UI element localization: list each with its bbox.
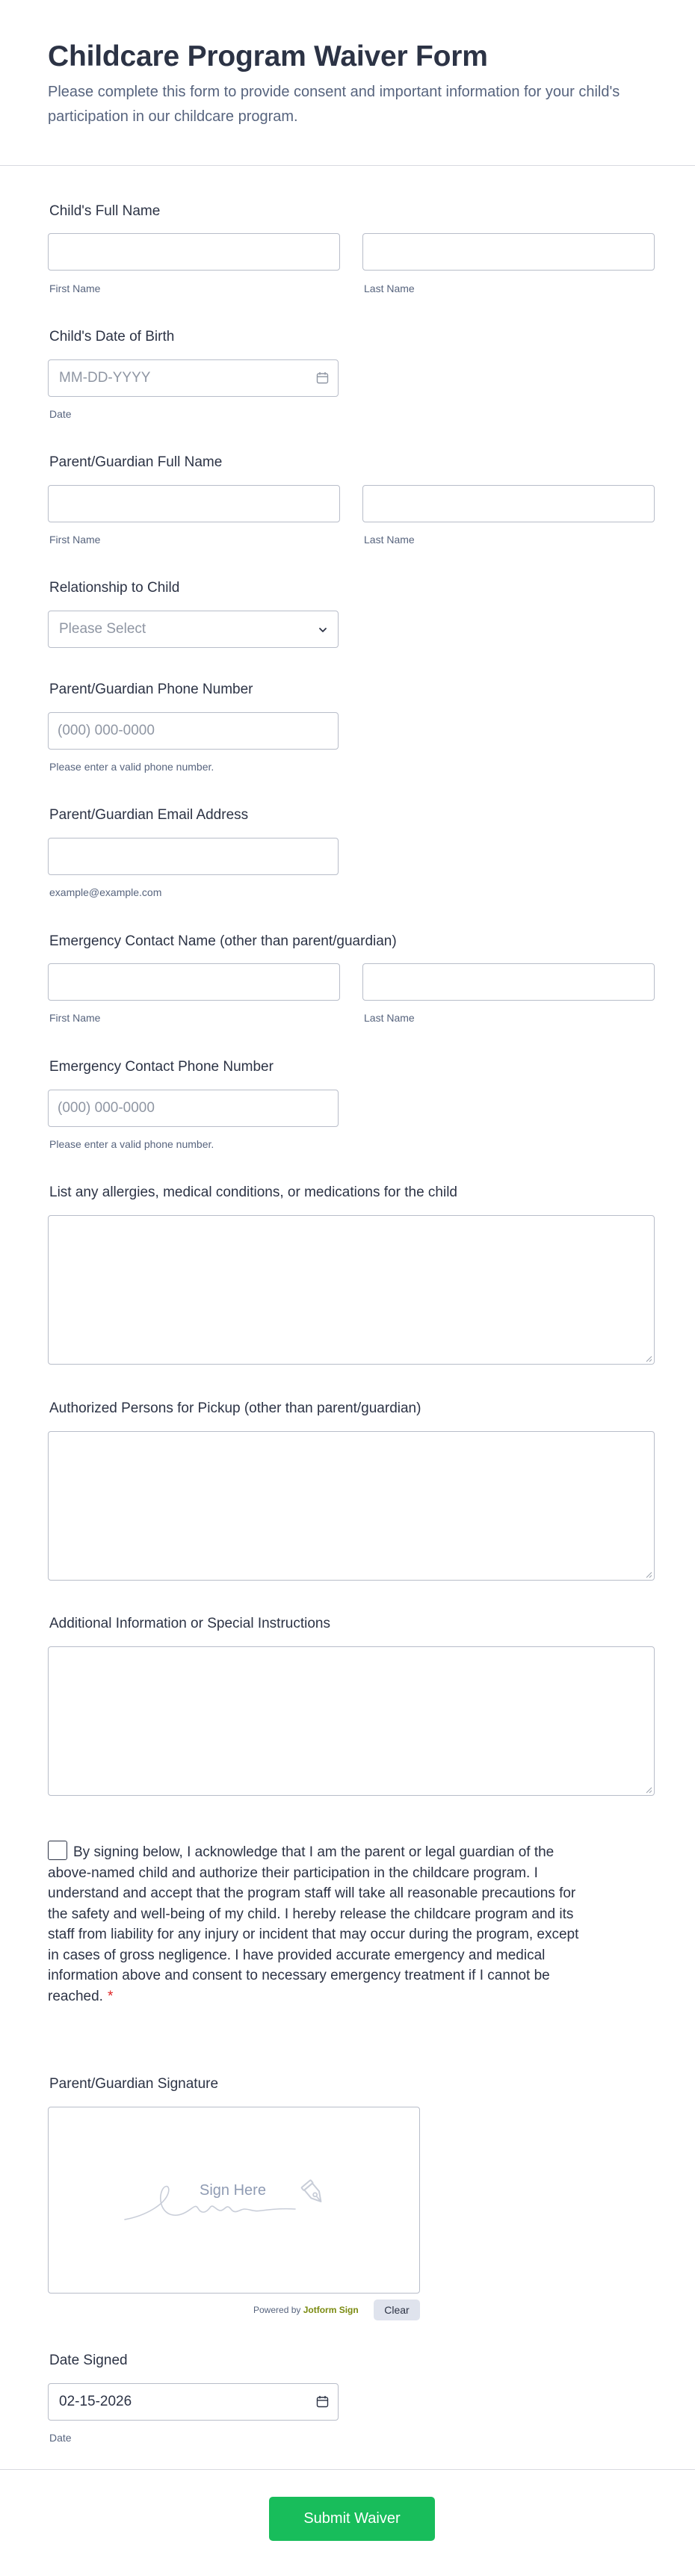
pen-icon xyxy=(299,2178,330,2210)
emergency-phone-input[interactable] xyxy=(48,1090,339,1127)
resize-grip-icon[interactable] xyxy=(645,1571,652,1578)
emergency-phone-sublabel: Please enter a valid phone number. xyxy=(49,1138,214,1150)
child-dob-input[interactable] xyxy=(48,359,339,397)
powered-brand: Jotform Sign xyxy=(303,2305,359,2315)
emergency-first-name-input[interactable] xyxy=(48,963,340,1001)
emergency-name-label: Emergency Contact Name (other than parent/guardian) xyxy=(49,933,397,949)
calendar-icon[interactable] xyxy=(316,2395,329,2408)
parent-phone-input[interactable] xyxy=(48,712,339,750)
consent-checkbox[interactable] xyxy=(48,1841,67,1860)
consent-text: By signing below, I acknowledge that I am the parent or legal guardian of the above-named child and authorize their participation in the childcare program. I understand and accept that the program staff will take all reasonable precautions for the safety and well-being of my child. I hereby release the childcare program and its staff from liability for any injury or incident that may occur during the program, except in cases of gross negligence. I have provided accurate emergency and medical information above and consent to necessary emergency treatment if I cannot be reached. xyxy=(48,1844,579,2004)
date-signed-label: Date Signed xyxy=(49,2353,128,2368)
child-last-name-sublabel: Last Name xyxy=(364,282,415,294)
emergency-phone-label: Emergency Contact Phone Number xyxy=(49,1059,274,1075)
child-name-label: Child's Full Name xyxy=(49,203,161,219)
signature-pad[interactable] xyxy=(48,2107,420,2294)
child-dob-placeholder: MM-DD-YYYY xyxy=(59,370,151,386)
pickup-label: Authorized Persons for Pickup (other than parent/guardian) xyxy=(49,1400,421,1416)
form-title: Childcare Program Waiver Form xyxy=(48,40,488,72)
parent-phone-sublabel: Please enter a valid phone number. xyxy=(49,761,214,773)
form-header xyxy=(0,0,695,166)
parent-email-sublabel: example@example.com xyxy=(49,886,162,898)
additional-textarea[interactable] xyxy=(48,1646,655,1796)
emergency-last-name-input[interactable] xyxy=(362,963,655,1001)
parent-name-label: Parent/Guardian Full Name xyxy=(49,454,223,470)
calendar-icon[interactable] xyxy=(316,371,329,384)
relationship-label: Relationship to Child xyxy=(49,580,180,596)
allergies-label: List any allergies, medical conditions, or medications for the child xyxy=(49,1184,457,1200)
parent-first-name-sublabel: First Name xyxy=(49,534,101,546)
relationship-placeholder: Please Select xyxy=(59,621,146,637)
chevron-down-icon xyxy=(317,624,329,636)
parent-email-input[interactable] xyxy=(48,838,339,875)
child-last-name-input[interactable] xyxy=(362,233,655,271)
parent-phone-label: Parent/Guardian Phone Number xyxy=(49,682,253,697)
pickup-textarea[interactable] xyxy=(48,1431,655,1581)
powered-prefix: Powered by xyxy=(253,2305,301,2315)
submit-waiver-button[interactable]: Submit Waiver xyxy=(269,2497,435,2541)
date-signed-input[interactable] xyxy=(48,2383,339,2421)
clear-signature-button[interactable]: Clear xyxy=(374,2299,420,2320)
required-mark: * xyxy=(107,1988,114,2004)
parent-email-label: Parent/Guardian Email Address xyxy=(49,807,249,823)
resize-grip-icon[interactable] xyxy=(645,1786,652,1794)
emergency-first-name-sublabel: First Name xyxy=(49,1012,101,1024)
child-first-name-input[interactable] xyxy=(48,233,340,271)
date-signed-value: 02-15-2026 xyxy=(59,2394,132,2409)
additional-label: Additional Information or Special Instructions xyxy=(49,1616,330,1631)
consent-block xyxy=(48,1841,586,2007)
parent-first-name-input[interactable] xyxy=(48,485,340,522)
signature-label: Parent/Guardian Signature xyxy=(49,2076,219,2092)
powered-by xyxy=(253,2305,359,2315)
child-dob-label: Child's Date of Birth xyxy=(49,329,175,345)
resize-grip-icon[interactable] xyxy=(645,1355,652,1362)
footer-divider xyxy=(0,2469,695,2470)
parent-last-name-sublabel: Last Name xyxy=(364,534,415,546)
relationship-select[interactable] xyxy=(48,611,339,648)
parent-last-name-input[interactable] xyxy=(362,485,655,522)
form-subtitle: Please complete this form to provide consent and important information for your child's participation in our childcare program. xyxy=(48,84,620,125)
sign-here-placeholder: Sign Here xyxy=(200,2182,266,2199)
child-first-name-sublabel: First Name xyxy=(49,282,101,294)
date-signed-sublabel: Date xyxy=(49,2432,72,2444)
emergency-last-name-sublabel: Last Name xyxy=(364,1012,415,1024)
allergies-textarea[interactable] xyxy=(48,1215,655,1365)
child-dob-sublabel: Date xyxy=(49,408,72,420)
